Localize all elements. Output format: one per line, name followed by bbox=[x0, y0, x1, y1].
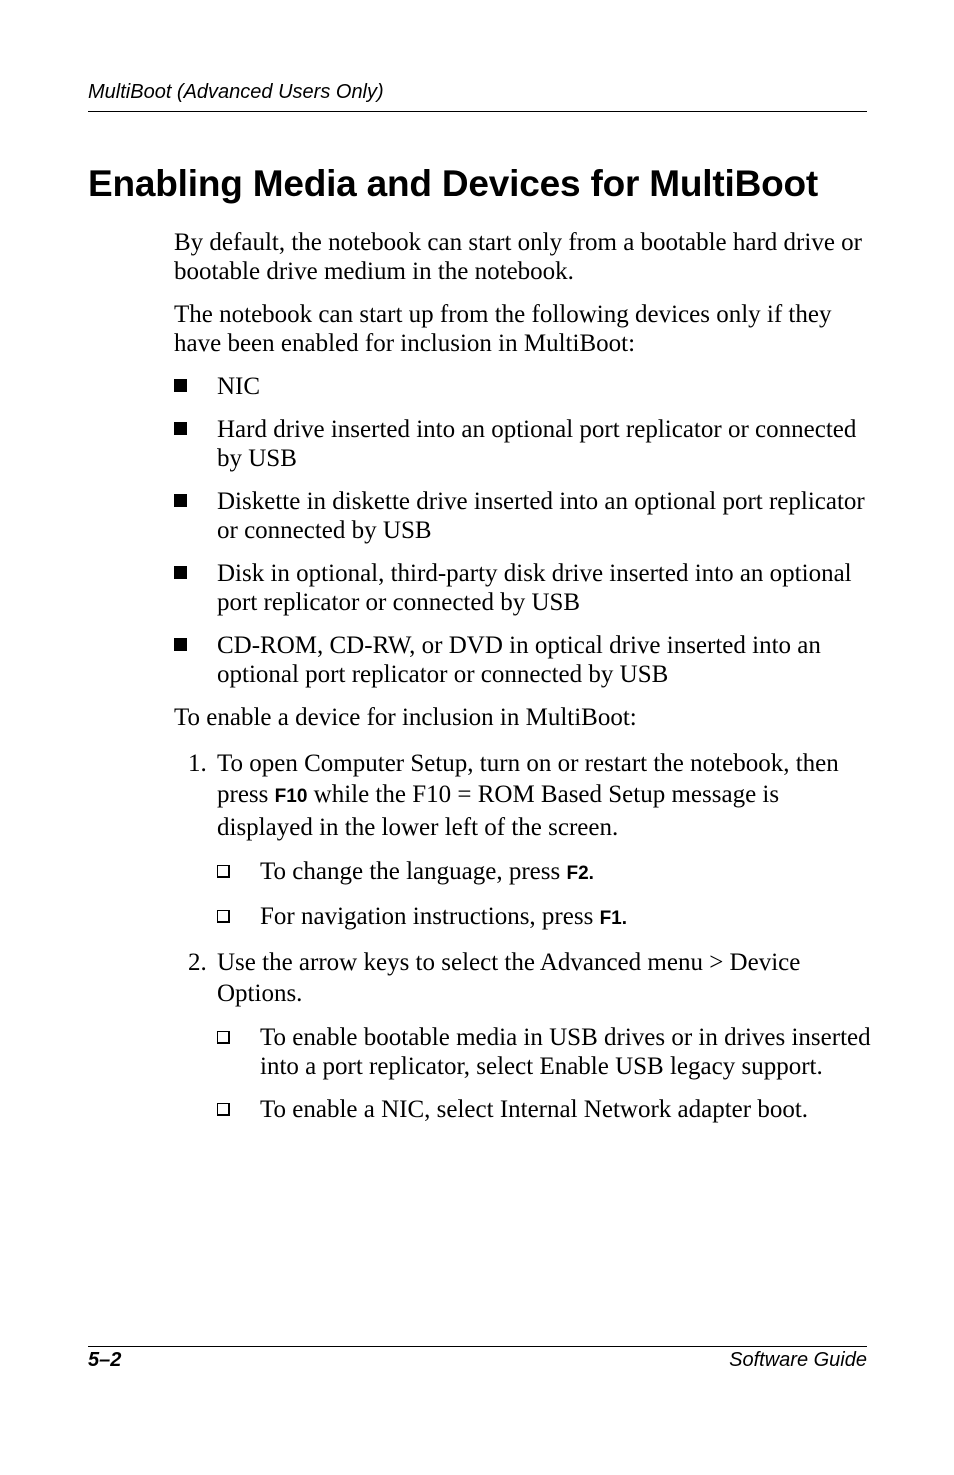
step-number: 1. bbox=[188, 750, 207, 777]
step-2: 2. Use the arrow keys to select the Advanced menu > Device Options. To enable bootable media in USB drives or in drives inserted into a port replicator, select Enable USB legacy support. To enable a NIC, select Internal Network adapter boot. bbox=[174, 947, 874, 1124]
list-item: Hard drive inserted into an optional port replicator or connected by USB bbox=[174, 415, 874, 473]
list-item: CD-ROM, CD-RW, or DVD in optical drive inserted into an optional port replicator or connected by USB bbox=[174, 631, 874, 689]
procedure-intro-paragraph: To enable a device for inclusion in MultiBoot: bbox=[174, 704, 637, 731]
footer-rule bbox=[88, 1346, 867, 1347]
intro-paragraph: By default, the notebook can start only from a bootable hard drive or bootable drive medium in the notebook. bbox=[174, 229, 862, 285]
running-header: MultiBoot (Advanced Users Only) bbox=[88, 81, 384, 103]
procedure-steps bbox=[174, 748, 874, 1124]
step-number: 2. bbox=[188, 949, 207, 976]
device-list bbox=[174, 372, 874, 689]
square-bullet-icon bbox=[174, 566, 187, 579]
book-title: Software Guide bbox=[729, 1349, 867, 1371]
step-1: 1. To open Computer Setup, turn on or restart the notebook, then press F10 while the F10 = ROM Based Setup message is displayed in the lower left of the screen. To change the language, press F2. For navigation instructions, press F1. bbox=[174, 748, 874, 933]
square-bullet-icon bbox=[174, 494, 187, 507]
checkbox-bullet-icon bbox=[217, 1031, 230, 1044]
step-2-substeps bbox=[217, 1023, 874, 1124]
square-bullet-icon bbox=[174, 638, 187, 651]
checkbox-bullet-icon bbox=[217, 1103, 230, 1116]
key-f10: F10 bbox=[274, 786, 308, 807]
header-rule bbox=[88, 111, 867, 112]
key-f1: F1. bbox=[599, 908, 628, 929]
list-item: To enable a NIC, select Internal Network adapter boot. bbox=[217, 1095, 874, 1124]
list-item: To enable bootable media in USB drives or in drives inserted into a port replicator, select Enable USB legacy support. bbox=[217, 1023, 874, 1081]
list-item: Diskette in diskette drive inserted into an optional port replicator or connected by USB bbox=[174, 487, 874, 545]
square-bullet-icon bbox=[174, 422, 187, 435]
page-number: 5–2 bbox=[88, 1349, 122, 1371]
section-body bbox=[174, 228, 874, 1138]
checkbox-bullet-icon bbox=[217, 910, 230, 923]
square-bullet-icon bbox=[174, 379, 187, 392]
devices-intro-paragraph: The notebook can start up from the following devices only if they have been enabled for inclusion in MultiBoot: bbox=[174, 301, 832, 357]
list-item: To change the language, press F2. bbox=[217, 857, 874, 888]
key-f2: F2. bbox=[566, 863, 594, 884]
list-item: NIC bbox=[174, 372, 874, 401]
list-item: For navigation instructions, press F1. bbox=[217, 902, 874, 933]
section-title: Enabling Media and Devices for MultiBoot bbox=[88, 163, 819, 204]
list-item: Disk in optional, third-party disk drive inserted into an optional port replicator or connected by USB bbox=[174, 559, 874, 617]
checkbox-bullet-icon bbox=[217, 865, 230, 878]
step-1-substeps bbox=[217, 857, 874, 933]
